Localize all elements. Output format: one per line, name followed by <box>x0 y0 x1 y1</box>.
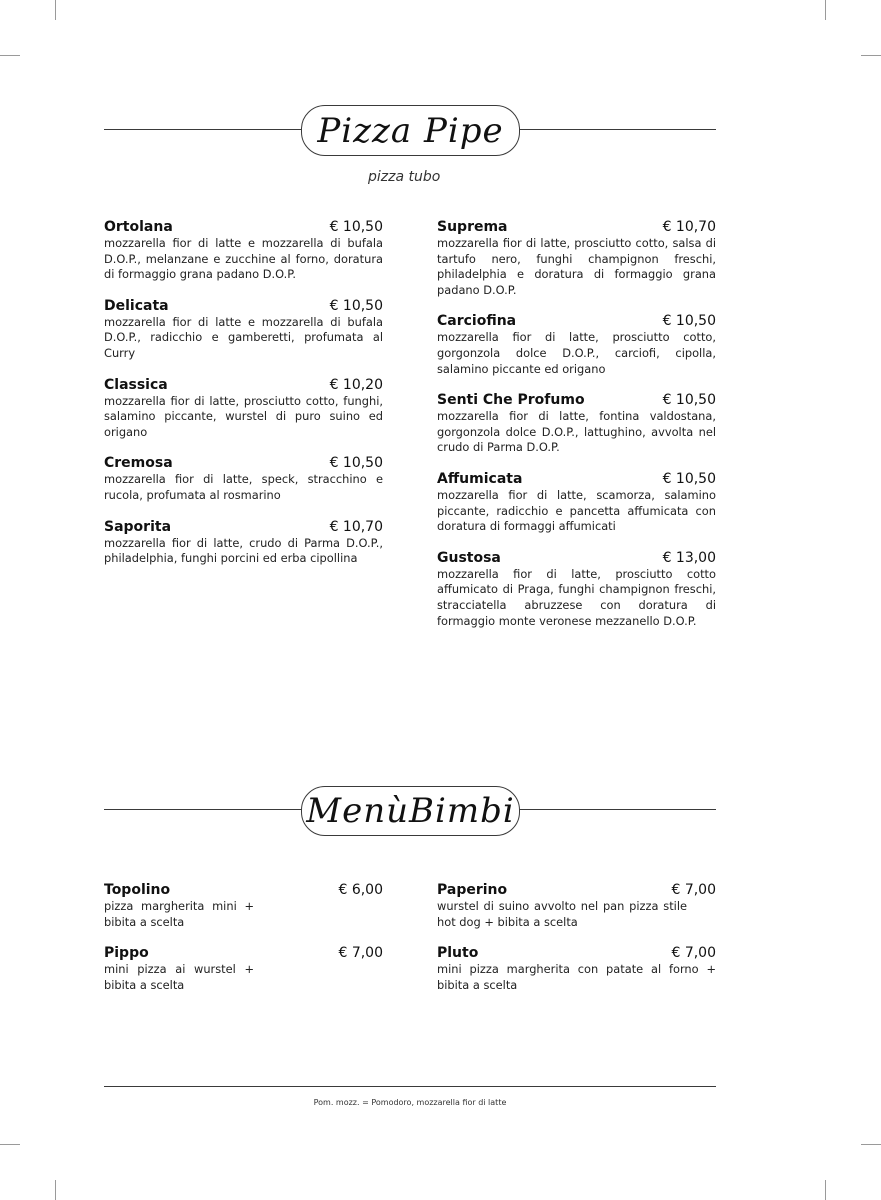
item-description: wurstel di suino avvolto nel pan pizza stile hot dog + bibita a scelta <box>437 899 687 929</box>
item-price: € 13,00 <box>662 549 716 566</box>
section-divider-left <box>104 129 302 130</box>
item-description: mini pizza margherita con patate al forno + bibita a scelta <box>437 962 716 992</box>
item-price: € 10,50 <box>329 455 383 472</box>
item-price: € 7,00 <box>338 945 383 962</box>
pizza-pipe-left-column <box>104 219 383 567</box>
item-name: Carciofina <box>437 313 517 330</box>
menu-item <box>104 945 383 993</box>
pizza-pipe-title: Pizza Pipe <box>317 110 504 151</box>
menu-bimbi-title-frame <box>301 786 520 836</box>
item-name: Ortolana <box>104 219 173 235</box>
item-name: Senti Che Profumo <box>437 392 585 409</box>
menu-item <box>104 519 383 567</box>
item-name: Affumicata <box>437 470 523 487</box>
item-name: Cremosa <box>104 455 173 472</box>
item-name: Delicata <box>104 297 169 314</box>
item-name: Suprema <box>437 219 508 235</box>
footer-note: Pom. mozz. = Pomodoro, mozzarella fior di latte <box>313 1098 507 1107</box>
item-description: mozzarella fior di latte, fontina valdostana, gorgonzola dolce D.O.P., lattughino, avvolta nel crudo di Parma D.O.P. <box>437 409 716 455</box>
menu-bimbi-left-column <box>104 882 383 993</box>
item-price: € 6,00 <box>338 882 383 898</box>
item-description: mozzarella fior di latte e mozzarella di bufala D.O.P., radicchio e gamberetti, profumata al Curry <box>104 314 383 360</box>
menu-item <box>104 377 383 441</box>
item-description: mozzarella fior di latte, prosciutto cotto affumicato di Praga, funghi champignon freschi, stracciatella abruzzese con doratura di formaggio monte veronese mezzanello D.O.P. <box>437 566 716 628</box>
item-description: mozzarella fior di latte, prosciutto cotto, salsa di tartufo nero, funghi champignon freschi, philadelphia e doratura di formaggio grana padano D.O.P. <box>437 236 716 297</box>
crop-mark <box>825 1180 826 1200</box>
item-price: € 7,00 <box>671 882 716 898</box>
menu-bimbi-right-column <box>437 882 716 993</box>
footer-divider <box>104 1086 716 1087</box>
menu-item <box>437 471 716 535</box>
crop-mark <box>55 0 56 20</box>
item-name: Paperino <box>437 882 508 898</box>
item-price: € 10,50 <box>662 470 716 487</box>
crop-mark <box>825 0 826 20</box>
item-description: mozzarella fior di latte, scamorza, salamino piccante, radicchio e pancetta affumicata con doratura di formaggi affumicati <box>437 487 716 534</box>
pizza-pipe-subtitle: pizza tubo <box>368 169 441 185</box>
item-description: pizza margherita mini + bibita a scelta <box>104 899 254 929</box>
item-description: mozzarella fior di latte, prosciutto cotto, gorgonzola dolce D.O.P., carciofi, cipolla, salamino piccante ed origano <box>437 330 716 376</box>
item-description: mozzarella fior di latte, speck, stracchino e rucola, profumata al rosmarino <box>104 472 383 502</box>
crop-mark <box>861 55 881 56</box>
menu-bimbi-title: MenùBimbi <box>306 791 515 831</box>
menu-item <box>104 298 383 362</box>
item-name: Gustosa <box>437 549 501 566</box>
item-name: Pippo <box>104 945 149 962</box>
menu-item <box>104 219 383 283</box>
item-price: € 10,50 <box>329 219 383 235</box>
item-description: mini pizza ai wurstel + bibita a scelta <box>104 962 254 992</box>
menu-item <box>437 392 716 456</box>
crop-mark <box>861 1144 881 1145</box>
item-description: mozzarella fior di latte, crudo di Parma D.O.P., philadelphia, funghi porcini ed erba cipollina <box>104 535 383 566</box>
menu-item <box>437 945 716 993</box>
item-name: Pluto <box>437 945 479 962</box>
item-description: mozzarella fior di latte, prosciutto cotto, funghi, salamino piccante, wurstel di puro suino ed origano <box>104 393 383 439</box>
menu-item <box>104 455 383 503</box>
item-price: € 10,50 <box>662 313 716 330</box>
crop-mark <box>55 1180 56 1200</box>
item-price: € 10,70 <box>662 219 716 235</box>
item-name: Saporita <box>104 518 172 535</box>
item-name: Classica <box>104 376 168 393</box>
item-price: € 10,70 <box>329 518 383 535</box>
crop-mark <box>0 1144 20 1145</box>
crop-mark <box>0 55 20 56</box>
menu-item <box>437 550 716 629</box>
item-price: € 10,50 <box>662 392 716 409</box>
menu-item <box>104 882 383 930</box>
pizza-pipe-title-frame <box>301 105 520 156</box>
item-price: € 7,00 <box>671 945 716 962</box>
menu-item <box>437 313 716 377</box>
item-price: € 10,50 <box>329 297 383 314</box>
pizza-pipe-right-column <box>437 219 716 629</box>
item-name: Topolino <box>104 882 171 898</box>
item-price: € 10,20 <box>329 376 383 393</box>
section-divider-right <box>519 129 716 130</box>
menu-item <box>437 882 716 930</box>
item-description: mozzarella fior di latte e mozzarella di bufala D.O.P., melanzane e zucchine al forno, doratura di formaggio grana padano D.O.P. <box>104 236 383 282</box>
section-divider-left <box>104 809 302 810</box>
menu-item <box>437 219 716 298</box>
section-divider-right <box>519 809 716 810</box>
